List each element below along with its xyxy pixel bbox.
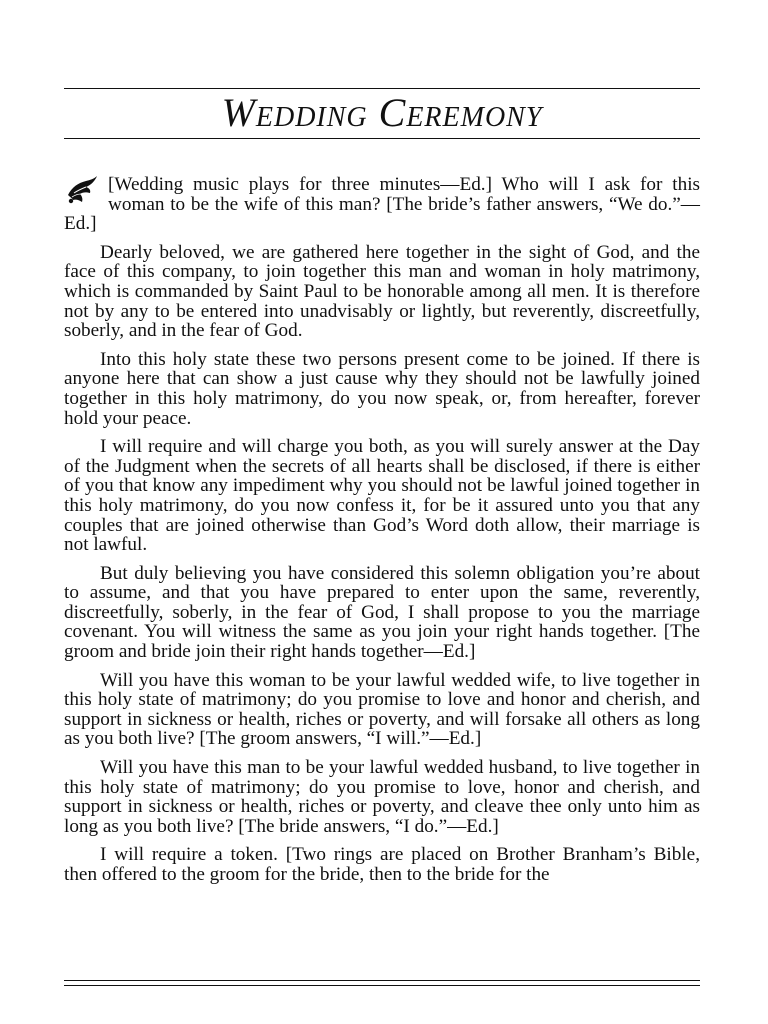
body-text xyxy=(64,175,700,885)
paragraph: Into this holy state these two persons present come to be joined. If there is anyone here that can show a just cause why they should not be lawfully joined together in this holy matrimony, do you now speak, or, from hereafter, forever hold your peace. xyxy=(64,348,700,429)
quill-hand-icon xyxy=(64,173,100,209)
footer-rules xyxy=(64,980,700,986)
paragraph-text: [Wedding music plays for three minutes—Ed.] Who will I ask for this woman to be the wife of this man? [The bride’s father answers, “We do.”—Ed.] xyxy=(64,174,700,235)
paragraph: I will require and will charge you both, as you will surely answer at the Day of the Judgment when the secrets of all hearts shall be disclosed, if there is either of you that know any impediment why you should not be lawful joined together in this holy matrimony, do you now confess it, for be it assured unto you that any couples that are joined otherwise than God’s Word doth allow, their marriage is not lawful. xyxy=(64,436,700,556)
footer-rule xyxy=(64,985,700,986)
title-bottom-rule xyxy=(64,138,700,139)
paragraph: But duly believing you have considered this solemn obligation you’re about to assume, and that you have prepared to enter upon the same, reverently, discreetfully, soberly, in the fear of God, I shall propose to you the marriage covenant. You will witness the same as you join your right hands together. [The groom and bride join their right hands together—Ed.] xyxy=(64,562,700,663)
paragraph: Dearly beloved, we are gathered here together in the sight of God, and the face of this company, to join together this man and woman in holy matrimony, which is commanded by Saint Paul to be honorable among all men. It is therefore not by any to be entered into unadvisably or lightly, but reverently, discreetfully, soberly, and in the fear of God. xyxy=(64,241,700,342)
page-title: Wedding Ceremony xyxy=(221,90,543,135)
paragraph: I will require a token. [Two rings are placed on Brother Branham’s Bible, then offered to the groom for the bride, then to the bride for the xyxy=(64,844,700,885)
paragraph xyxy=(64,175,700,234)
footer-rule xyxy=(64,980,700,981)
page xyxy=(64,88,700,894)
paragraph: Will you have this man to be your lawful wedded husband, to live together in this holy state of matrimony; do you promise to love, honor and cherish, and support in sickness or health, riches or poverty, and cleave thee only unto him as long as you both live? [The bride answers, “I do.”—Ed.] xyxy=(64,757,700,837)
paragraph: Will you have this woman to be your lawful wedded wife, to live together in this holy state of matrimony; do you promise to love and honor and cherish, and support in sickness or health, riches or poverty, and will forsake all others as long as you both live? [The groom answers, “I will.”—Ed.] xyxy=(64,669,700,750)
